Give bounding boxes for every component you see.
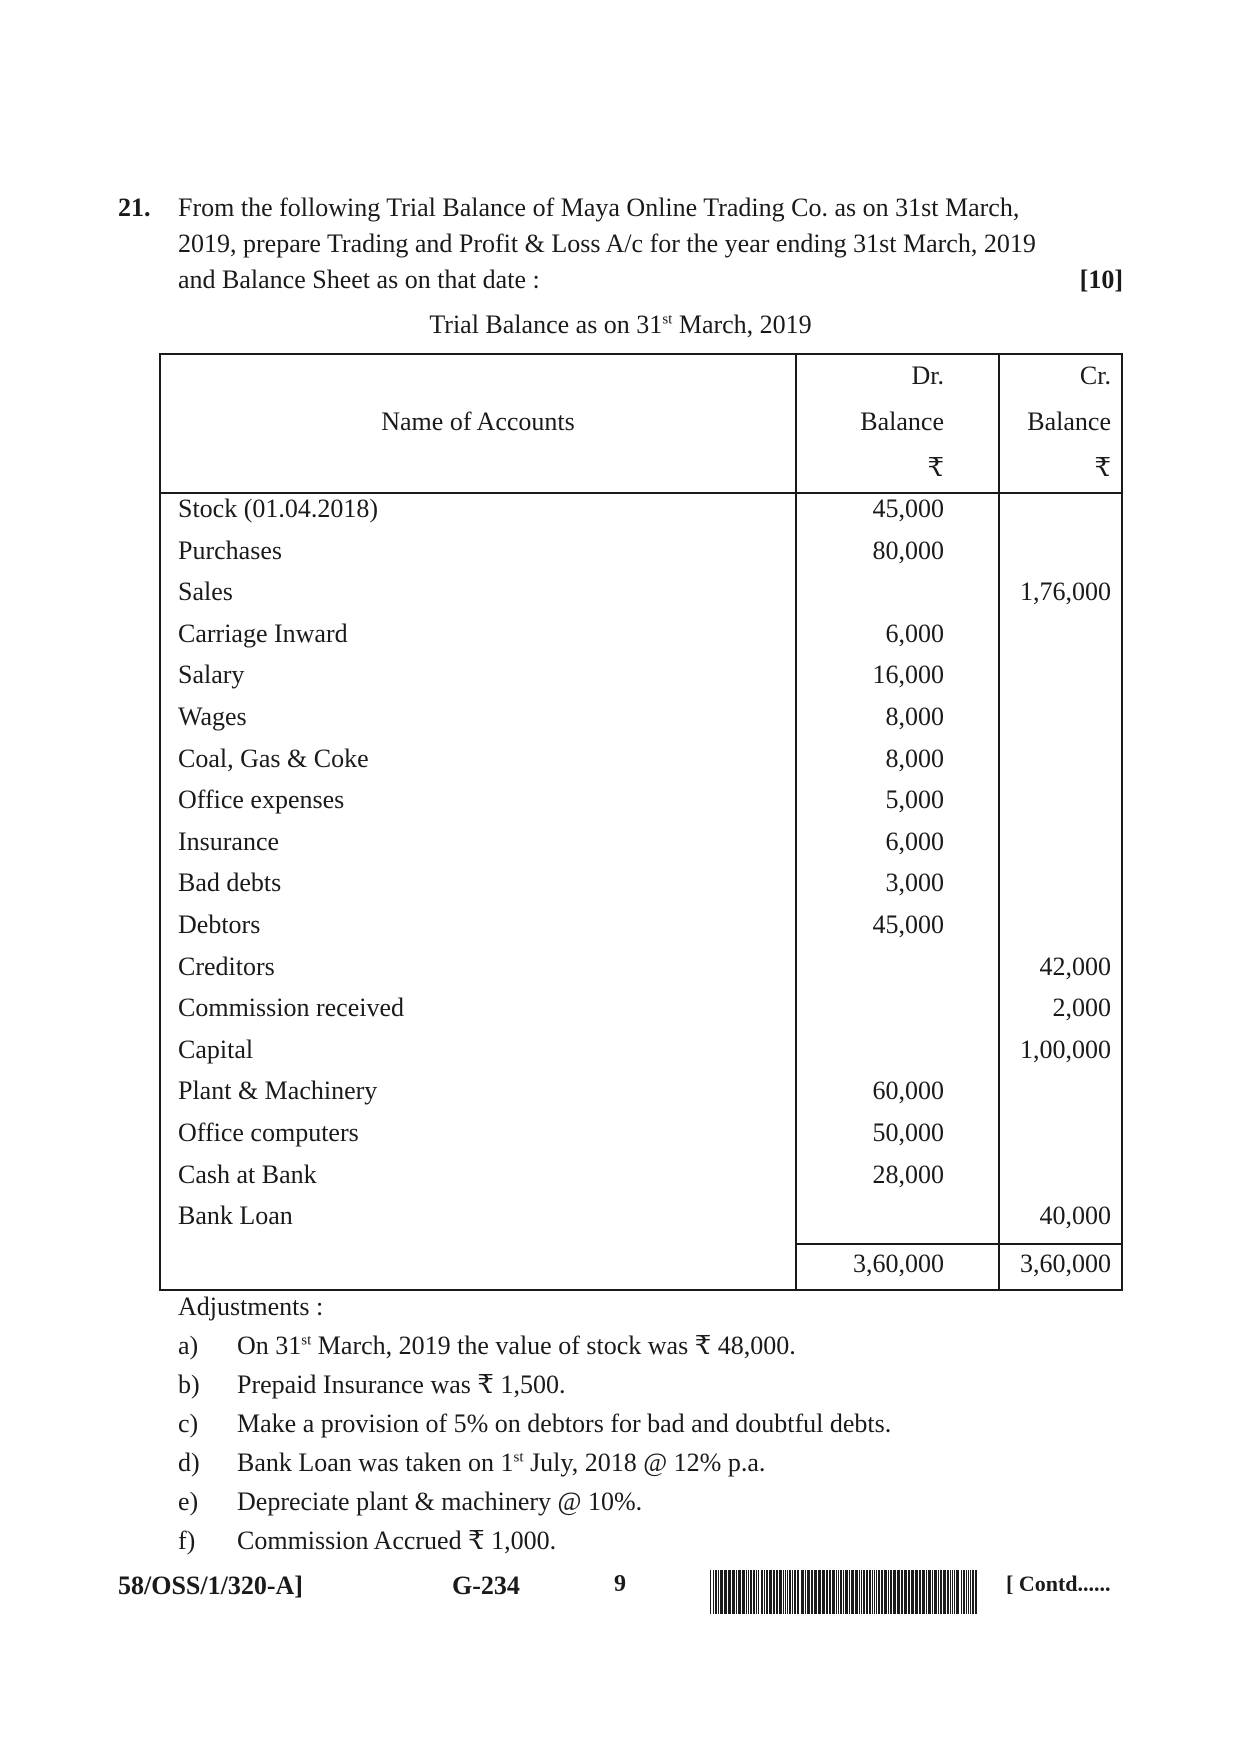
dr-amount: 6,000: [885, 826, 944, 856]
adjustment-text: On 31st March, 2019 the value of stock was ₹ 48,000.: [237, 1331, 796, 1360]
footer-continued: [ Contd......: [1006, 1571, 1111, 1596]
adjustment-text: Depreciate plant & machinery @ 10%.: [237, 1487, 643, 1516]
header-dr-currency: ₹: [927, 453, 944, 482]
question-line-1: From the following Trial Balance of Maya Online Trading Co. as on 31st March,: [178, 193, 1020, 222]
barcode-icon: [710, 1570, 980, 1614]
account-name: Bank Loan: [178, 1201, 293, 1231]
account-name: Plant & Machinery: [178, 1076, 378, 1106]
dr-amount: 5,000: [885, 785, 944, 815]
dr-amount: 28,000: [872, 1159, 944, 1189]
footer-paper-code: 58/OSS/1/320-A]: [118, 1571, 303, 1600]
table-row: [161, 952, 1121, 994]
adjustment-text: Commission Accrued ₹ 1,000.: [237, 1526, 557, 1555]
table-row: [161, 1035, 1121, 1077]
dr-amount: 8,000: [885, 702, 944, 731]
table-row: [161, 827, 1121, 869]
table-row: [161, 577, 1121, 619]
table-row: [161, 993, 1121, 1035]
header-cr-currency: ₹: [1094, 453, 1111, 482]
table-row: [161, 1201, 1121, 1243]
dr-amount: 50,000: [872, 1118, 944, 1147]
header-dr-balance: Balance: [860, 407, 944, 436]
table-row: [161, 1076, 1121, 1118]
adjustment-text: Prepaid Insurance was ₹ 1,500.: [237, 1370, 566, 1399]
account-name: Sales: [178, 577, 233, 607]
cr-amount: 40,000: [1039, 1201, 1111, 1231]
question-line-3: and Balance Sheet as on that date :: [178, 265, 540, 294]
footer-series: G-234: [452, 1571, 520, 1600]
table-row: [161, 494, 1121, 536]
table-row: [161, 536, 1121, 578]
cr-amount: 42,000: [1039, 951, 1111, 981]
adjustment-letter: c): [178, 1409, 199, 1438]
dr-amount: 45,000: [872, 494, 944, 523]
adjustment-text: Bank Loan was taken on 1st July, 2018 @ 12% p.a.: [237, 1448, 766, 1477]
account-name: Insurance: [178, 826, 280, 856]
account-name: Wages: [178, 702, 247, 731]
table-row: [161, 660, 1121, 702]
adjustment-text: Make a provision of 5% on debtors for bad and doubtful debts.: [237, 1409, 892, 1438]
table-row: [161, 744, 1121, 786]
table-row: [161, 785, 1121, 827]
table-row: [161, 1160, 1121, 1202]
account-name: Stock (01.04.2018): [178, 494, 379, 523]
header-dr-label: Dr.: [911, 361, 944, 390]
account-name: Cash at Bank: [178, 1159, 317, 1189]
account-name: Office computers: [178, 1118, 359, 1147]
header-cr-balance: Balance: [1027, 407, 1111, 436]
adjustment-letter: a): [178, 1331, 199, 1360]
adjustments-heading: Adjustments :: [178, 1292, 324, 1321]
account-name: Capital: [178, 1034, 254, 1064]
account-name: Office expenses: [178, 785, 345, 815]
question-marks: [10]: [1079, 265, 1123, 294]
dr-amount: 3,000: [885, 868, 944, 898]
trial-balance-table: [159, 353, 1123, 1291]
totals-divider: [795, 1243, 1121, 1245]
dr-amount: 45,000: [872, 910, 944, 939]
dr-amount: 8,000: [885, 743, 944, 773]
dr-amount: 80,000: [872, 535, 944, 565]
cr-total: 3,60,000: [1020, 1249, 1111, 1278]
cr-amount: 1,76,000: [1020, 577, 1111, 607]
adjustment-letter: e): [178, 1487, 199, 1516]
table-row: [161, 702, 1121, 744]
account-name: Purchases: [178, 535, 282, 565]
cr-amount: 2,000: [1052, 993, 1111, 1023]
account-name: Commission received: [178, 993, 405, 1023]
table-row: [161, 868, 1121, 910]
account-name: Salary: [178, 660, 245, 690]
dr-total: 3,60,000: [853, 1249, 944, 1278]
account-name: Coal, Gas & Coke: [178, 743, 369, 773]
table-row: [161, 1118, 1121, 1160]
dr-amount: 16,000: [872, 660, 944, 690]
table-row: [161, 910, 1121, 952]
dr-amount: 60,000: [872, 1076, 944, 1106]
question-line-2: 2019, prepare Trading and Profit & Loss A/c for the year ending 31st March, 2019: [178, 229, 1036, 258]
cr-amount: 1,00,000: [1020, 1034, 1111, 1064]
question-number: 21.: [118, 193, 151, 222]
header-name-of-accounts: Name of Accounts: [381, 407, 575, 436]
table-row: [161, 619, 1121, 661]
adjustment-letter: d): [178, 1448, 200, 1477]
adjustment-letter: f): [178, 1526, 196, 1555]
account-name: Creditors: [178, 951, 275, 981]
header-cr-label: Cr.: [1079, 361, 1111, 390]
account-name: Carriage Inward: [178, 618, 348, 648]
account-name: Bad debts: [178, 868, 282, 898]
trial-balance-title: Trial Balance as on 31st March, 2019: [429, 310, 812, 339]
account-name: Debtors: [178, 910, 261, 939]
footer-page-number: 9: [614, 1571, 626, 1597]
dr-amount: 6,000: [885, 618, 944, 648]
adjustment-letter: b): [178, 1370, 200, 1399]
